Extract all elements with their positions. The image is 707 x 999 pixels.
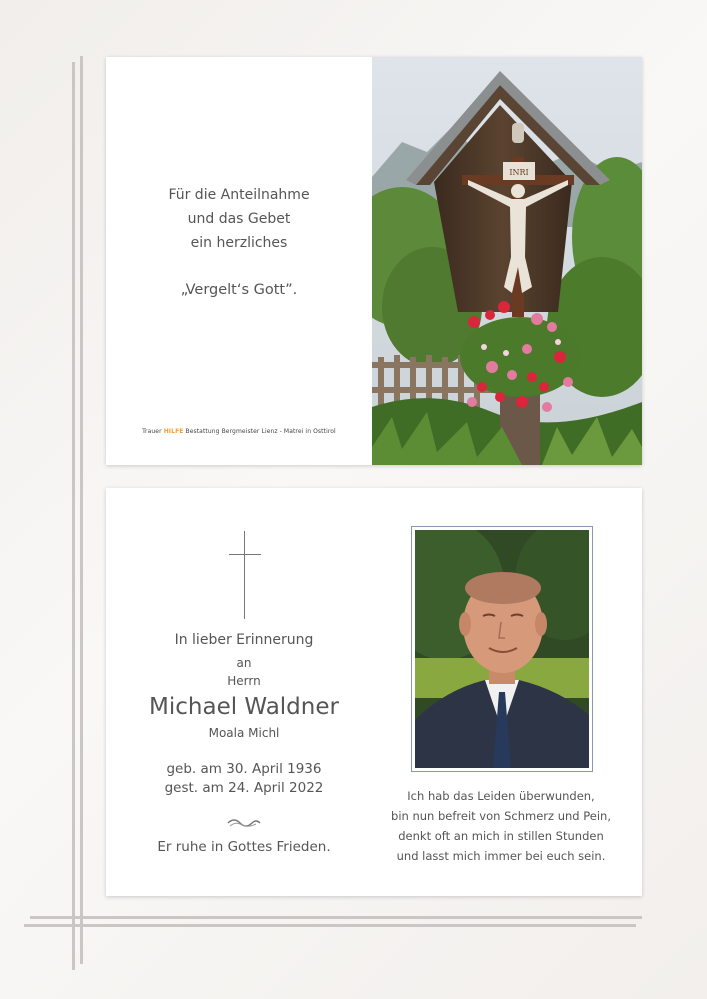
ornament-icon (226, 814, 262, 826)
thanks-line-3: ein herzliches (190, 235, 288, 251)
inri-sign: INRI (509, 168, 529, 177)
nickname: Moala Michl (208, 726, 280, 740)
herrn-label: Herrn (227, 674, 261, 688)
portrait-frame (411, 526, 593, 772)
footer-brand: HILFE (163, 428, 184, 435)
poem-line-4: und lasst mich immer bei euch sein. (396, 849, 606, 863)
frame-rule-left-outer (72, 62, 75, 970)
thanks-line-2: und das Gebet (187, 211, 291, 227)
poem (376, 786, 626, 866)
thank-you-card (106, 57, 642, 465)
poem-line-3: denkt oft an mich in stillen Stunden (398, 829, 604, 843)
thanks-line-1: Für die Anteilnahme (168, 187, 310, 203)
frame-rule-bottom-upper (30, 916, 642, 919)
in-loving-memory: In lieber Erinnerung (174, 632, 314, 648)
rest-in-peace: Er ruhe in Gottes Frieden. (157, 839, 331, 855)
deceased-name: Michael Waldner (149, 694, 339, 720)
frame-rule-bottom-lower (24, 924, 636, 927)
birth-date: geb. am 30. April 1936 (166, 761, 322, 777)
wayside-shrine-photo (372, 57, 642, 465)
footer-rest: Bestattung Bergmeister Lienz - Matrei in Osttirol (185, 428, 336, 435)
portrait-photo (415, 530, 589, 768)
vergelts-gott: „Vergelt‘s Gott”. (180, 282, 298, 298)
poem-line-2: bin nun befreit von Schmerz und Pein, (391, 809, 611, 823)
memorial-card (106, 488, 642, 896)
funeral-home-footer (106, 428, 372, 435)
memorial-text (106, 488, 382, 896)
an-label: an (236, 656, 252, 670)
frame-rule-left-inner (80, 56, 83, 964)
shrine-illustration (372, 57, 642, 465)
footer-prefix: Trauer (142, 428, 162, 435)
thank-you-text (106, 57, 372, 465)
death-date: gest. am 24. April 2022 (164, 780, 324, 796)
poem-line-1: Ich hab das Leiden überwunden, (407, 789, 595, 803)
